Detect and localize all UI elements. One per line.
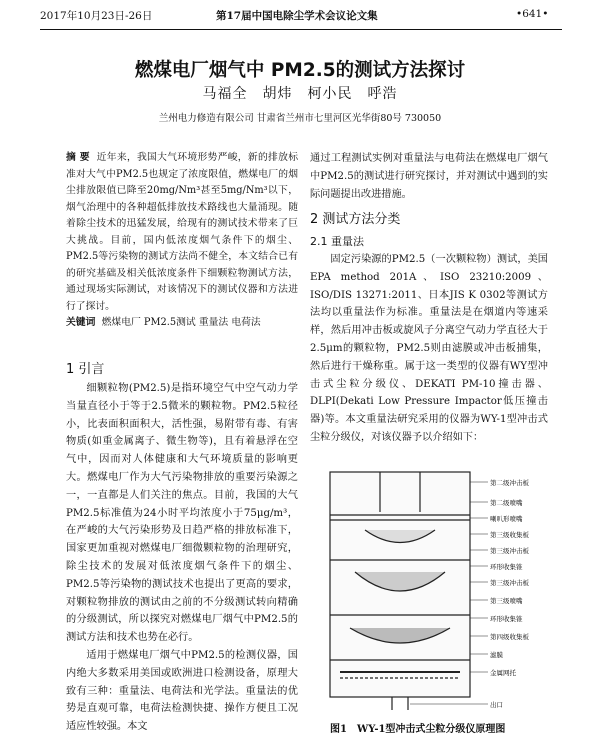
right-column xyxy=(310,150,548,447)
figure-label-9: 环形收集锥 xyxy=(490,615,523,623)
section-intro-heading: 1 引言 xyxy=(66,362,105,377)
abstract-text: 近年来，我国大气环境形势严峻，新的排放标准对大气中PM2.5也规定了浓度限值，燃煤电厂的烟尘排放限值已降至20mg/Nm³甚至5mg/Nm³以下，烟气治理中的各种超低排放技术路线也大量涌现。随着除尘技术的迅猛发展，给现有的测试技术带来了巨大挑战。目前，国内低浓度烟气条件下的烟尘、PM2.5等污染物的测试方法尚不健全，本文结合已有的研究基础及相关低浓度条件下细颗粒物测试方法，通过现场实际测试，对该情况下的测试仪器和方法进行了探讨。 xyxy=(66,152,298,312)
paper-title: 燃煤电厂烟气中 PM2.5的测试方法探讨 xyxy=(134,60,466,81)
header-rule xyxy=(40,29,562,30)
figure-label-10: 第四级收集板 xyxy=(490,633,529,641)
intro-continuation: 通过工程测试实例对重量法与电荷法在燃煤电厂烟气中PM2.5的测试进行研究探讨，并对测试中遇到的实际问题提出改进措施。 xyxy=(310,153,548,200)
figure-label-12: 金属网托 xyxy=(490,669,516,677)
figure-caption: 图1 WY-1型冲击式尘粒分级仪原理图 xyxy=(330,724,506,735)
keywords-text: 燃煤电厂 PM2.5测试 重量法 电荷法 xyxy=(101,317,261,328)
figure-label-11: 滤膜 xyxy=(490,651,503,659)
intro-paragraph-2: 适用于燃煤电厂烟气中PM2.5的检测仪器，国内绝大多数采用美国或欧洲进口检测设备，原理大致有三种：重量法、电荷法和光学法。重量法的优势是直观可靠，电荷法检测快捷、操作方便且工况适应性较强。本文 xyxy=(66,649,298,733)
figure-label-1: 第二级冲击板 xyxy=(490,479,529,487)
figure-label-4: 第三级收集板 xyxy=(490,531,529,539)
intro-body xyxy=(66,380,298,736)
figure-label-7: 第三级冲击板 xyxy=(490,579,529,587)
keywords-label: 关键词 xyxy=(66,317,96,328)
section-2-heading: 2 测试方法分类 xyxy=(310,212,401,228)
paper-authors: 马福全 胡炜 柯小民 呼浩 xyxy=(202,86,398,102)
figure-label-13: 出口 xyxy=(490,701,503,709)
section-2-1-heading: 2.1 重量法 xyxy=(310,235,364,249)
header-proceedings: 第17届中国电除尘学术会议论文集 xyxy=(216,10,378,22)
abstract-label: 摘 要 xyxy=(66,152,90,163)
figure-label-2: 第二级喷嘴 xyxy=(490,499,523,507)
figure-label-5: 第三级冲击板 xyxy=(490,547,529,555)
paper-affiliation: 兰州电力修造有限公司 甘肃省兰州市七里河区光华街80号 730050 xyxy=(158,113,442,124)
abstract-block xyxy=(66,150,298,332)
figure-impactor-diagram xyxy=(310,460,560,715)
figure-label-8: 第三级喷嘴 xyxy=(490,597,523,605)
header-page-number: •641• xyxy=(516,8,549,20)
figure-label-6: 环形收集锥 xyxy=(490,563,523,571)
gravimetric-paragraph: 固定污染源的PM2.5（一次颗粒物）测试，美国EPA method 201A、ISO 23210:2009、ISO/DIS 13271:2011、日本JIS K 0302等测试方法均以重量法作为标准。重量法是在烟道内等速采样，然后用冲击板或旋风子分离空气动力学直径大于2.5μm的颗粒物，PM2.5则由滤膜或冲击板捕集，然后进行干燥称重。属于这一类型的仪器有WY型冲击式尘粒分级仪、DEKATI PM-10撞击器、DLPI(Dekati Low Pressure Impactor低压撞击器)等。本文重量法研究采用的仪器为WY-1型冲击式尘粒分级仪，对该仪器予以介绍如下： xyxy=(310,253,548,443)
intro-paragraph-1: 细颗粒物(PM2.5)是指环境空气中空气动力学当量直径小于等于2.5微米的颗粒物。PM2.5粒径小，比表面积面积大，活性强，易附带有毒、有害物质(如重金属离子、微生物等)，且有着悬浮在空气中，因而对人体健康和大气环境质量的影响更大。燃煤电厂作为大气污染物排放的重要污染源之一，一直都是人们关注的焦点。目前，我国的大气PM2.5标准值为24小时平均浓度小于75μg/m³，在严峻的大气污染形势及日趋严格的排放标准下，国家更加重视对燃煤电厂细微颗粒物的治理研究，除尘技术的发展对低浓度烟气条件下的烟尘、PM2.5等污染物的测试技术也提出了更高的要求，对颗粒物排放的测试由之前的不分级测试转向精确的分级测试，所以探究对燃煤电厂烟气中PM2.5的测试方法和技术也势在必行。 xyxy=(66,383,298,644)
header-date: 2017年10月23日-26日 xyxy=(40,10,153,22)
figure-label-3: 喇叭形喷嘴 xyxy=(490,515,523,523)
